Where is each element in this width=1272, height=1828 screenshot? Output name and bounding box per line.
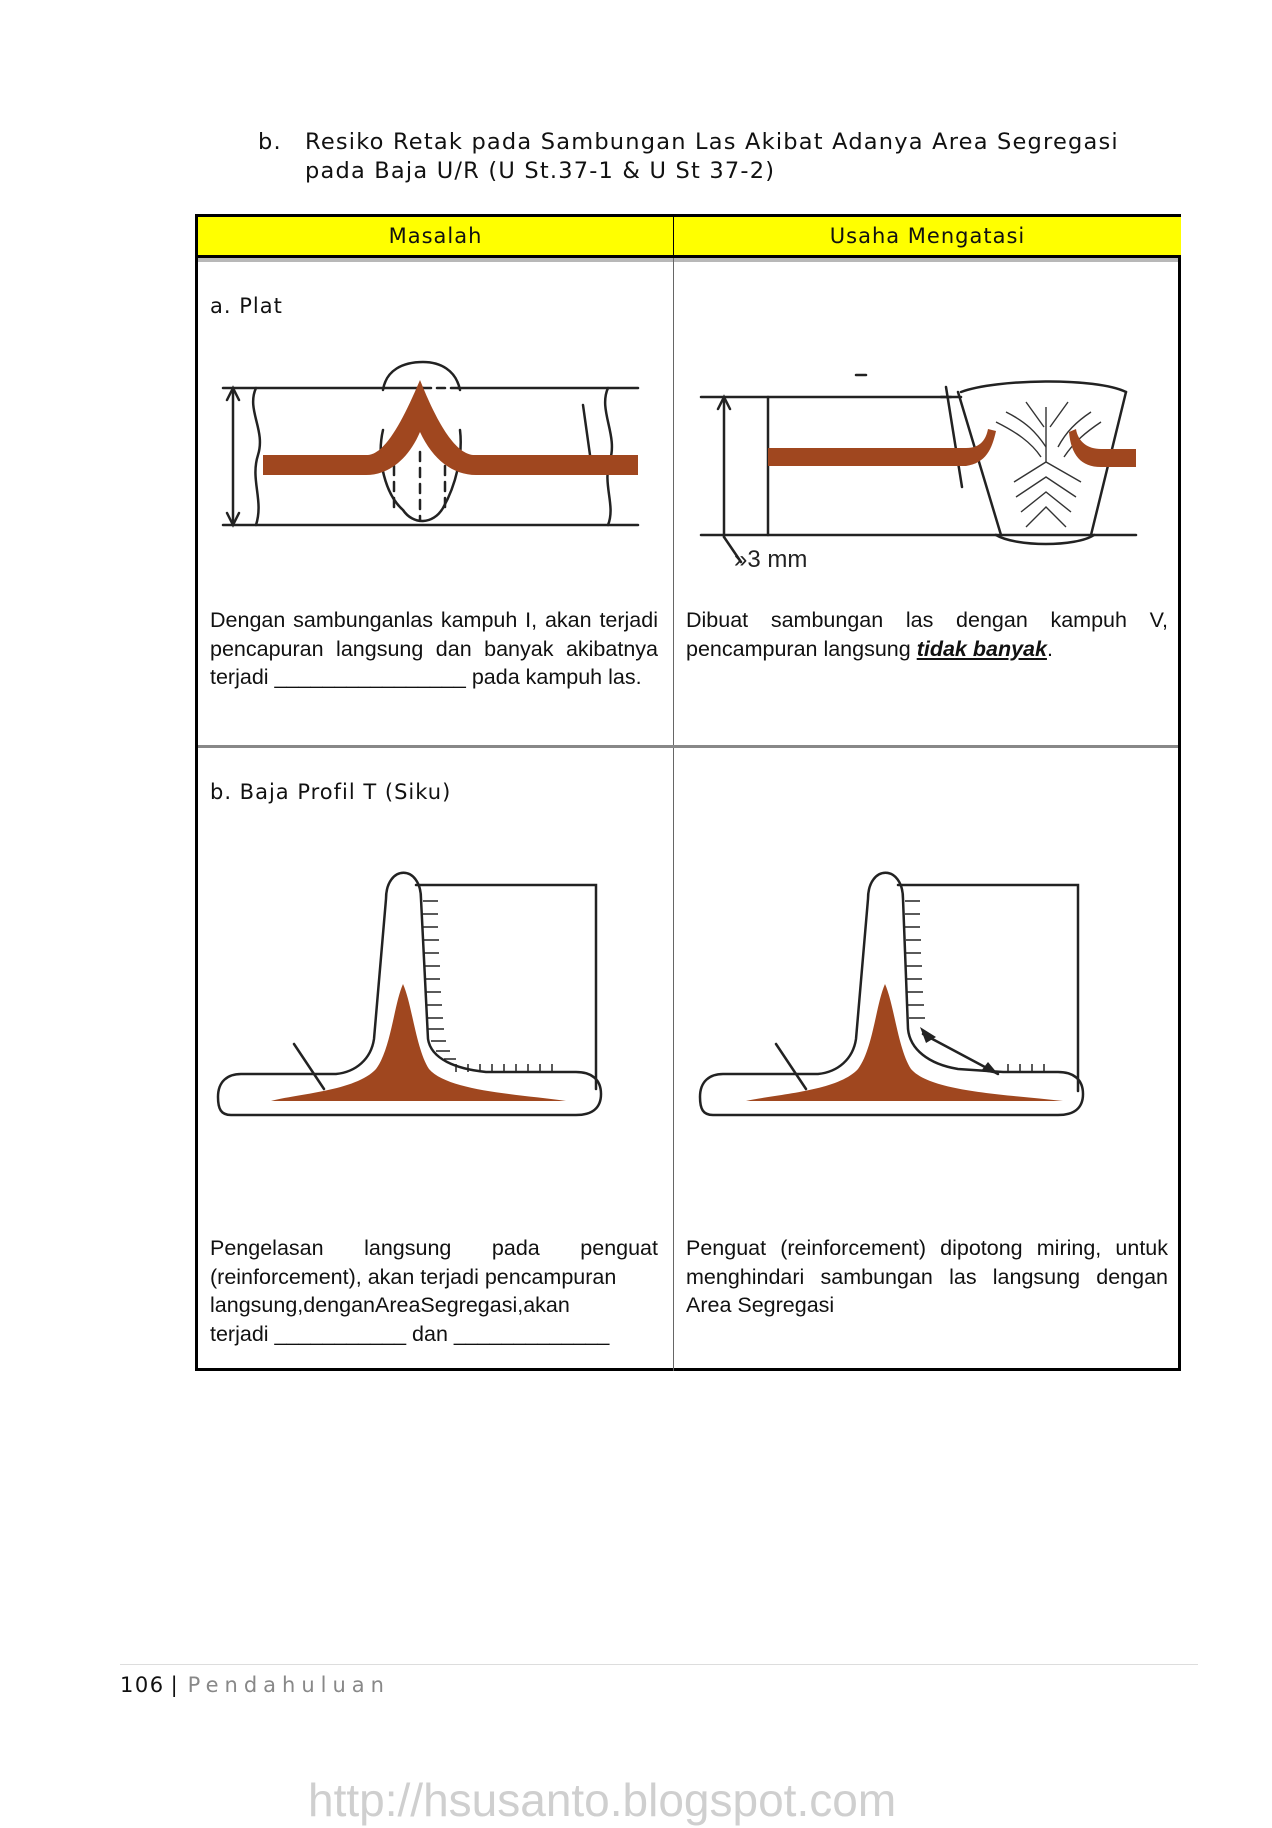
page-footer xyxy=(120,1671,390,1699)
figure-t-profile-beveled xyxy=(698,869,1118,1119)
header-masalah: Masalah xyxy=(198,217,674,258)
row-a-problem: Dengan sambunganlas kampuh I, akan terjadi pencapuran langsung dan banyak akibatnya terjadi ________________ pada kampuh las. xyxy=(210,608,658,689)
row-b-problem-line3: terjadi ___________ dan _____________ xyxy=(210,1321,610,1346)
watermark-url: http://hsusanto.blogspot.com xyxy=(308,1774,897,1826)
row-b-problem xyxy=(210,1234,658,1348)
heading-text: Resiko Retak pada Sambungan Las Akibat Adanya Area Segregasi pada Baja U/R (U St.37-1 & U St 37-2) xyxy=(305,129,1119,184)
row-b-problem-line1: Pengelasan langsung pada penguat (reinforcement), akan terjadi pencampuran xyxy=(210,1236,658,1289)
heading-letter: b. xyxy=(258,129,282,155)
dimension-label: »3 mm xyxy=(734,546,808,573)
footer-divider xyxy=(120,1664,1198,1665)
header-usaha-mengatasi: Usaha Mengatasi xyxy=(674,217,1181,258)
row-divider xyxy=(198,745,1178,748)
column-divider xyxy=(673,258,674,1371)
figure-t-profile-direct xyxy=(216,869,636,1119)
row-b-problem-line2: langsung,denganAreaSegregasi,akan xyxy=(210,1293,570,1317)
figure-plate-i-groove xyxy=(218,360,638,545)
solution-text: Dibuat sambungan las dengan kampuh V, pencampuran langsung xyxy=(686,608,1168,661)
figure-plate-v-groove xyxy=(696,367,1136,577)
row-a-label: a. Plat xyxy=(210,294,283,318)
comparison-table xyxy=(195,214,1181,1371)
footer-section: Pendahuluan xyxy=(187,1673,390,1697)
emphasis-tidak-banyak: tidak banyak xyxy=(916,636,1047,661)
solution-period: . xyxy=(1046,636,1053,661)
row-a-solution xyxy=(686,606,1168,663)
row-b-solution: Penguat (reinforcement) dipotong miring, untuk menghindari sambungan las langsung dengan Area Segregasi xyxy=(686,1236,1168,1317)
header-shadow xyxy=(198,258,1178,262)
row-b-label: b. Baja Profil T (Siku) xyxy=(210,780,452,804)
footer-separator: | xyxy=(170,1673,178,1697)
page-number: 106 xyxy=(120,1673,165,1697)
